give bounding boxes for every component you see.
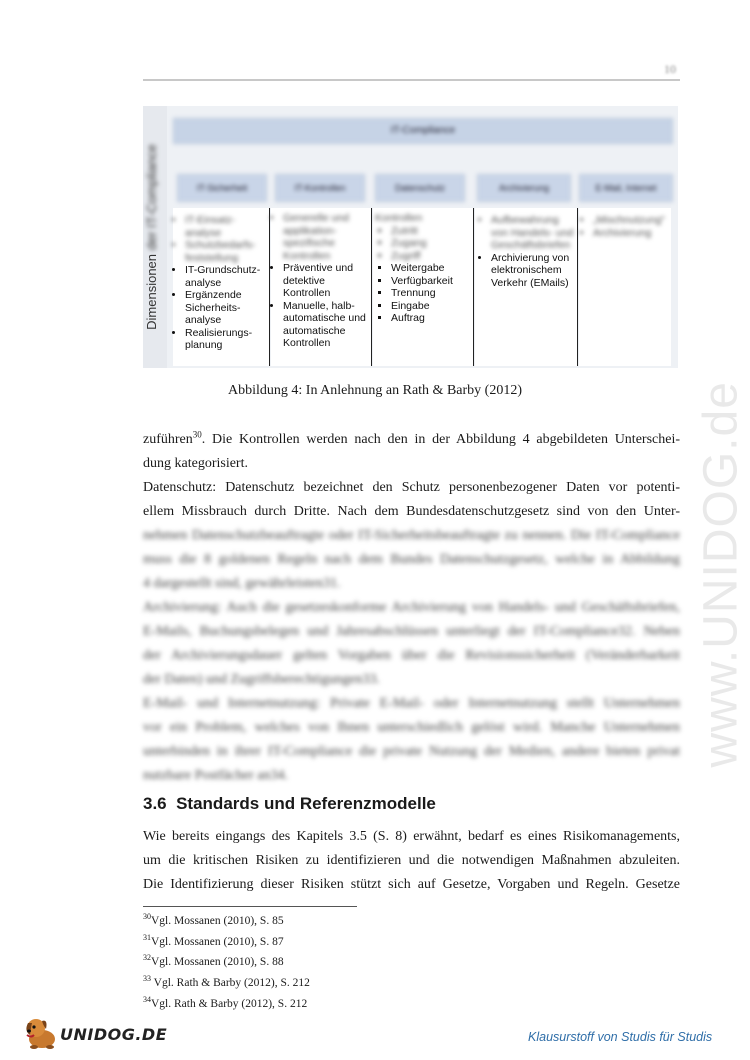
body-text-fragment: zuführen xyxy=(143,432,193,447)
list-item: • Realisierungs-planung xyxy=(185,327,269,352)
body-line: muss die 8 goldenen Regeln nach dem Bundes Datenschutzgesetz, welche in Abbildung xyxy=(143,552,680,567)
figure-category-5: E-Mail, Internet xyxy=(579,174,673,202)
list-item: • Ergänzende Sicherheits-analyse xyxy=(185,289,269,327)
footnote-number: 34 xyxy=(143,994,151,1004)
figure-column-5-list xyxy=(579,214,671,239)
footnote-rule xyxy=(143,906,357,907)
footnote-text: Vgl. Rath & Barby (2012), S. 212 xyxy=(151,976,310,989)
figure-side-label-visible: Dimensionen xyxy=(144,253,159,330)
footnote-number: 33 xyxy=(143,973,151,983)
body-line: Wie bereits eingangs des Kapitels 3.5 (S. 8) erwähnt, bedarf es eines Risikomanagements, xyxy=(143,829,680,844)
body-line: um die kritischen Risiken zu identifizieren und die notwendigen Maßnahmen abzuleiten. xyxy=(143,853,680,868)
section-body xyxy=(143,825,680,897)
list-item: • Schutzbedarfs-feststellung xyxy=(185,239,269,264)
list-item: • IT-Einsatz-analyse xyxy=(185,214,269,239)
body-line: dung kategorisiert. xyxy=(143,456,248,471)
figure-category-2: IT-Kontrollen xyxy=(275,174,365,202)
body-text-fragment: . Die Kontrollen werden nach den in der Abbildung 4 abgebildeten Unterschei- xyxy=(201,432,680,447)
figure-category-3: Datenschutz xyxy=(375,174,465,202)
blurred-text-block xyxy=(143,524,680,788)
footnotes xyxy=(143,909,310,1012)
list-item: • Archivierung von elektronischem Verkehr (EMails) xyxy=(491,252,577,290)
body-line: E-Mails, Buchungsbelegen und Jahresabschlüssen unterliegt der IT-Compliance32. Neben xyxy=(143,624,680,639)
body-line: nehmen Datenschutzbeauftragte oder IT-Sicherheitsbeauftragte zu nennen. Die IT-Compliance xyxy=(143,528,680,543)
figure-column-3 xyxy=(373,208,474,366)
section-heading xyxy=(143,794,436,814)
list-item: • Präventive und detektive Kontrollen xyxy=(283,262,371,300)
section-number: 3.6 xyxy=(143,794,167,813)
watermark xyxy=(676,381,750,768)
body-line: ellem Missbrauch durch Dritte. Nach dem Bundesdatenschutzgesetz sind von den Unter- xyxy=(143,504,680,519)
footnote-text: Vgl. Mossanen (2010), S. 85 xyxy=(151,914,284,927)
figure-caption: Abbildung 4: In Anlehnung an Rath & Barby (2012) xyxy=(228,383,522,398)
footnote-text: Vgl. Rath & Barby (2012), S. 212 xyxy=(151,997,308,1010)
list-item: • Manuelle, halb-automatische und automatische Kontrollen xyxy=(283,300,371,350)
footnote-number: 30 xyxy=(143,912,151,921)
list-item: • IT-Grundschutz-analyse xyxy=(185,264,269,289)
figure-side-label-blurred: der IT-Compliance xyxy=(144,144,159,254)
list-item: ▪ Zugriff xyxy=(391,250,473,263)
list-item: ▪ Auftrag xyxy=(391,312,473,325)
list-item: • Generelle und applikation-spezifische Kontrollen xyxy=(283,212,371,262)
footnote xyxy=(143,992,310,1013)
figure-category-1: IT-Sicherheit xyxy=(177,174,267,202)
figure-column-2 xyxy=(271,208,372,366)
logo-text: UNIDOG.DE xyxy=(60,1025,168,1044)
footnote-number: 32 xyxy=(143,953,151,963)
footnote xyxy=(143,950,310,971)
list-item: • „Mischnutzung“ xyxy=(593,214,671,227)
body-line: der Archivierungsdauer gelten Vorgaben über die Revisionssicherheit (Veränderbarkeit xyxy=(143,648,680,663)
list-item: ▪ Weitergabe xyxy=(391,262,473,275)
body-line: 4 dargestellt sind, gewährleisten31. xyxy=(143,576,341,591)
body-line: unterbinden in ihrer IT-Compliance die private Nutzung der Medien, andere bieten privat xyxy=(143,744,680,759)
footnote xyxy=(143,971,310,992)
figure-top-box: IT-Compliance xyxy=(173,118,673,144)
body-line: Die Identifizierung dieser Risiken stützt sich auf Gesetze, Vorgaben und Regeln. Gesetze xyxy=(143,877,680,892)
body-line: Archivierung: Auch die gesetzeskonforme Archivierung von Handels- und Geschäftsbriefen, xyxy=(143,600,680,615)
figure-column-1 xyxy=(173,208,270,366)
body-line xyxy=(143,428,680,452)
dog-icon xyxy=(22,1015,62,1051)
unidog-logo[interactable] xyxy=(22,1015,168,1051)
compliance-figure xyxy=(143,106,678,368)
figure-column-4 xyxy=(475,208,578,366)
list-item: ▪ Zutritt xyxy=(391,225,473,238)
figure-category-4: Archivierung xyxy=(477,174,571,202)
footnote-ref: 30 xyxy=(192,429,202,440)
list-item: ▪ Trennung xyxy=(391,287,473,300)
footnote xyxy=(143,909,310,930)
figure-column-2-list xyxy=(271,212,371,350)
footnote-number: 31 xyxy=(143,932,151,942)
section-title: Standards und Referenzmodelle xyxy=(176,794,436,813)
footnote xyxy=(143,930,310,951)
figure-column-3-heading: Kontrollen xyxy=(375,212,423,224)
footnote-text: Vgl. Mossanen (2010), S. 88 xyxy=(151,956,284,969)
header-rule xyxy=(143,79,680,81)
list-item: ▪ Verfügbarkeit xyxy=(391,275,473,288)
body-text xyxy=(143,428,680,788)
page-number: 10 xyxy=(664,62,676,76)
footnote-text: Vgl. Mossanen (2010), S. 87 xyxy=(151,935,284,948)
figure-column-3-list xyxy=(373,225,473,325)
body-line: Datenschutz: Datenschutz bezeichnet den Schutz personenbezogener Daten vor potenti- xyxy=(143,480,680,495)
body-line: E-Mail- und Internetnutzung: Private E-Mail- oder Internetnutzung stellt Unternehmen xyxy=(143,696,680,711)
body-line: der Daten) und Zugriffsberechtigungen33. xyxy=(143,672,380,687)
list-item: • Aufbewahrung von Handels- und Geschäftsbriefen xyxy=(491,214,577,252)
figure-side-label xyxy=(144,117,166,357)
body-line: nutzbare Postfächer an34. xyxy=(143,768,288,783)
figure-column-1-list xyxy=(173,214,269,352)
footer-tagline: Klausurstoff von Studis für Studis xyxy=(528,1030,713,1044)
body-line: vor ein Problem, welches von Ihnen unterschiedlich gelöst wird. Manche Unternehmen xyxy=(143,720,680,735)
figure-column-5 xyxy=(579,208,671,366)
watermark-text: www.UNIDOG.de xyxy=(694,381,748,768)
list-item: • Archivierung xyxy=(593,227,671,240)
list-item: ▪ Eingabe xyxy=(391,300,473,313)
list-item: ▪ Zugang xyxy=(391,237,473,250)
figure-column-4-list xyxy=(475,214,577,289)
